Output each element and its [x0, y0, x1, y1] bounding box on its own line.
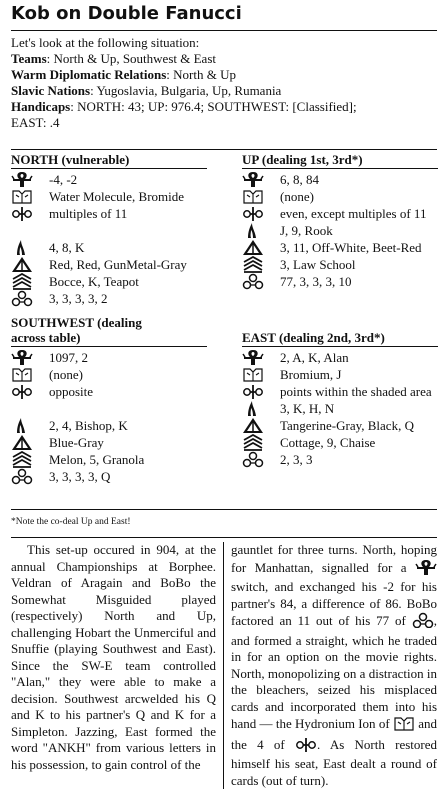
wave-stack-icon	[11, 273, 49, 290]
east-hand	[242, 315, 438, 468]
sword-icon	[295, 736, 317, 757]
up-hand	[242, 152, 438, 290]
trefoil-icon	[11, 290, 49, 307]
hand-row: J, 9, Rook	[242, 222, 438, 239]
warm-relations-line: Warm Diplomatic Relations: North & Up	[11, 67, 236, 82]
scroll-icon	[242, 188, 280, 205]
sword-icon	[242, 205, 280, 222]
ankh-icon	[11, 349, 49, 366]
ankh-icon	[242, 349, 280, 366]
hand-row: Cottage, 9, Chaise	[242, 434, 438, 451]
north-header: NORTH (vulnerable)	[11, 152, 207, 169]
wave-stack-icon	[11, 451, 49, 468]
hand-row: 3, 3, 3, 3, Q	[11, 468, 207, 485]
slavic-nations-line: Slavic Nations: Yugoslavia, Bulgaria, Up, Rumania	[11, 83, 282, 98]
north-hand	[11, 152, 207, 307]
ankh-icon	[242, 171, 280, 188]
story-text: gauntlet for three turns. North, hoping for Manhattan, signalled for a	[231, 542, 437, 575]
hand-row: Bocce, K, Teapot	[11, 273, 207, 290]
hand-row: Bromium, J	[242, 366, 438, 383]
wave-stack-icon	[242, 434, 280, 451]
flame-icon	[242, 222, 280, 239]
hand-row: 4, 8, K	[11, 239, 207, 256]
hand-row: Melon, 5, Granola	[11, 451, 207, 468]
scroll-icon	[393, 715, 415, 736]
hand-row: 77, 3, 3, 3, 10	[242, 273, 438, 290]
hand-row: Blue-Gray	[11, 434, 207, 451]
hand-row: 3, Law School	[242, 256, 438, 273]
teams-line: Teams: North & Up, Southwest & East	[11, 51, 216, 66]
flame-icon	[242, 400, 280, 417]
southwest-header: SOUTHWEST (dealing across table)	[11, 315, 207, 347]
hands-table	[11, 152, 437, 482]
hand-row: 3, 11, Off-White, Beet-Red	[242, 239, 438, 256]
hand-row: multiples of 11	[11, 205, 207, 222]
flame-icon	[11, 239, 49, 256]
hands-top-divider	[11, 149, 437, 150]
southwest-hand	[11, 315, 207, 485]
trefoil-icon	[242, 273, 280, 290]
sword-icon	[242, 383, 280, 400]
story-divider	[11, 537, 437, 538]
intro-line: Let's look at the following situation:	[11, 35, 200, 50]
handicaps-line-cont: EAST: .4	[11, 115, 60, 130]
pyramid-icon	[11, 434, 49, 451]
intro-block	[11, 35, 437, 131]
sword-icon	[11, 383, 49, 400]
hand-row: Tangerine-Gray, Black, Q	[242, 417, 438, 434]
story-column-2	[224, 542, 437, 789]
hand-row: even, except multiples of 11	[242, 205, 438, 222]
story-paragraph: This set-up occured in 904, at the annual Championships at Borphee. Veldran of Aragain and BoBo the Somewhat Misguided played (respectively) North and Up, challenging Hobart the Unmerciful and Snuffie (playing Southwest and East). Since the SW-E team controlled "Alan," they were able to make a decision. Southwest arcwelded his Q and K to his partner's Q and K for a Simpleton. Jazzing, East formed the word "ANKH" from various letters in his possession, to gain control of the	[11, 542, 216, 772]
sword-icon	[11, 205, 49, 222]
ankh-icon	[415, 559, 437, 580]
scroll-icon	[242, 366, 280, 383]
hand-row: -4, -2	[11, 171, 207, 188]
document-page	[11, 0, 438, 788]
hand-row: points within the shaded area	[242, 383, 438, 400]
hand-row: (none)	[11, 366, 207, 383]
story-column-1	[11, 542, 224, 789]
trefoil-icon	[412, 612, 434, 633]
hand-row: 3, 3, 3, 3, 2	[11, 290, 207, 307]
story-text: switch, and exchanged his -2 for his partner's 84, a difference of 86. BoBo factored an 11 out of his 77 of	[231, 579, 437, 629]
wave-stack-icon	[242, 256, 280, 273]
footnote-divider	[11, 509, 437, 510]
story-text: and the 4 of	[231, 716, 437, 752]
up-header: UP (dealing 1st, 3rd*)	[242, 152, 438, 169]
scroll-icon	[11, 366, 49, 383]
footnote: *Note the co-deal Up and East!	[11, 517, 131, 527]
title-divider	[11, 30, 437, 31]
hand-row: 1097, 2	[11, 349, 207, 366]
east-header: EAST (dealing 2nd, 3rd*)	[242, 330, 438, 347]
handicaps-line: Handicaps: NORTH: 43; UP: 976.4; SOUTHWEST: [Classified];	[11, 99, 357, 114]
pyramid-icon	[242, 239, 280, 256]
trefoil-icon	[242, 451, 280, 468]
hand-row: 3, K, H, N	[242, 400, 438, 417]
hand-row: opposite	[11, 383, 207, 400]
hand-row: Red, Red, GunMetal-Gray	[11, 256, 207, 273]
flame-icon	[11, 417, 49, 434]
pyramid-icon	[11, 256, 49, 273]
hand-row: 2, A, K, Alan	[242, 349, 438, 366]
trefoil-icon	[11, 468, 49, 485]
story-text: . As North restored himself his seat, East dealt a round of cards (out of turn).	[231, 736, 437, 788]
hand-row: Water Molecule, Bromide	[11, 188, 207, 205]
scroll-icon	[11, 188, 49, 205]
ankh-icon	[11, 171, 49, 188]
hand-row: 2, 3, 3	[242, 451, 438, 468]
article-title: Kob on Double Fanucci	[11, 3, 242, 24]
story-body	[11, 542, 437, 789]
hand-row: (none)	[242, 188, 438, 205]
pyramid-icon	[242, 417, 280, 434]
hand-row: 6, 8, 84	[242, 171, 438, 188]
hand-row: 2, 4, Bishop, K	[11, 417, 207, 434]
story-text: , and formed a straight, which he traded in for an option on the movie rights. North, monopolizing on a distraction in the bleachers, seized his misplaced cards and incorporated them into his hand — the Hydronium Ion of	[231, 613, 438, 732]
